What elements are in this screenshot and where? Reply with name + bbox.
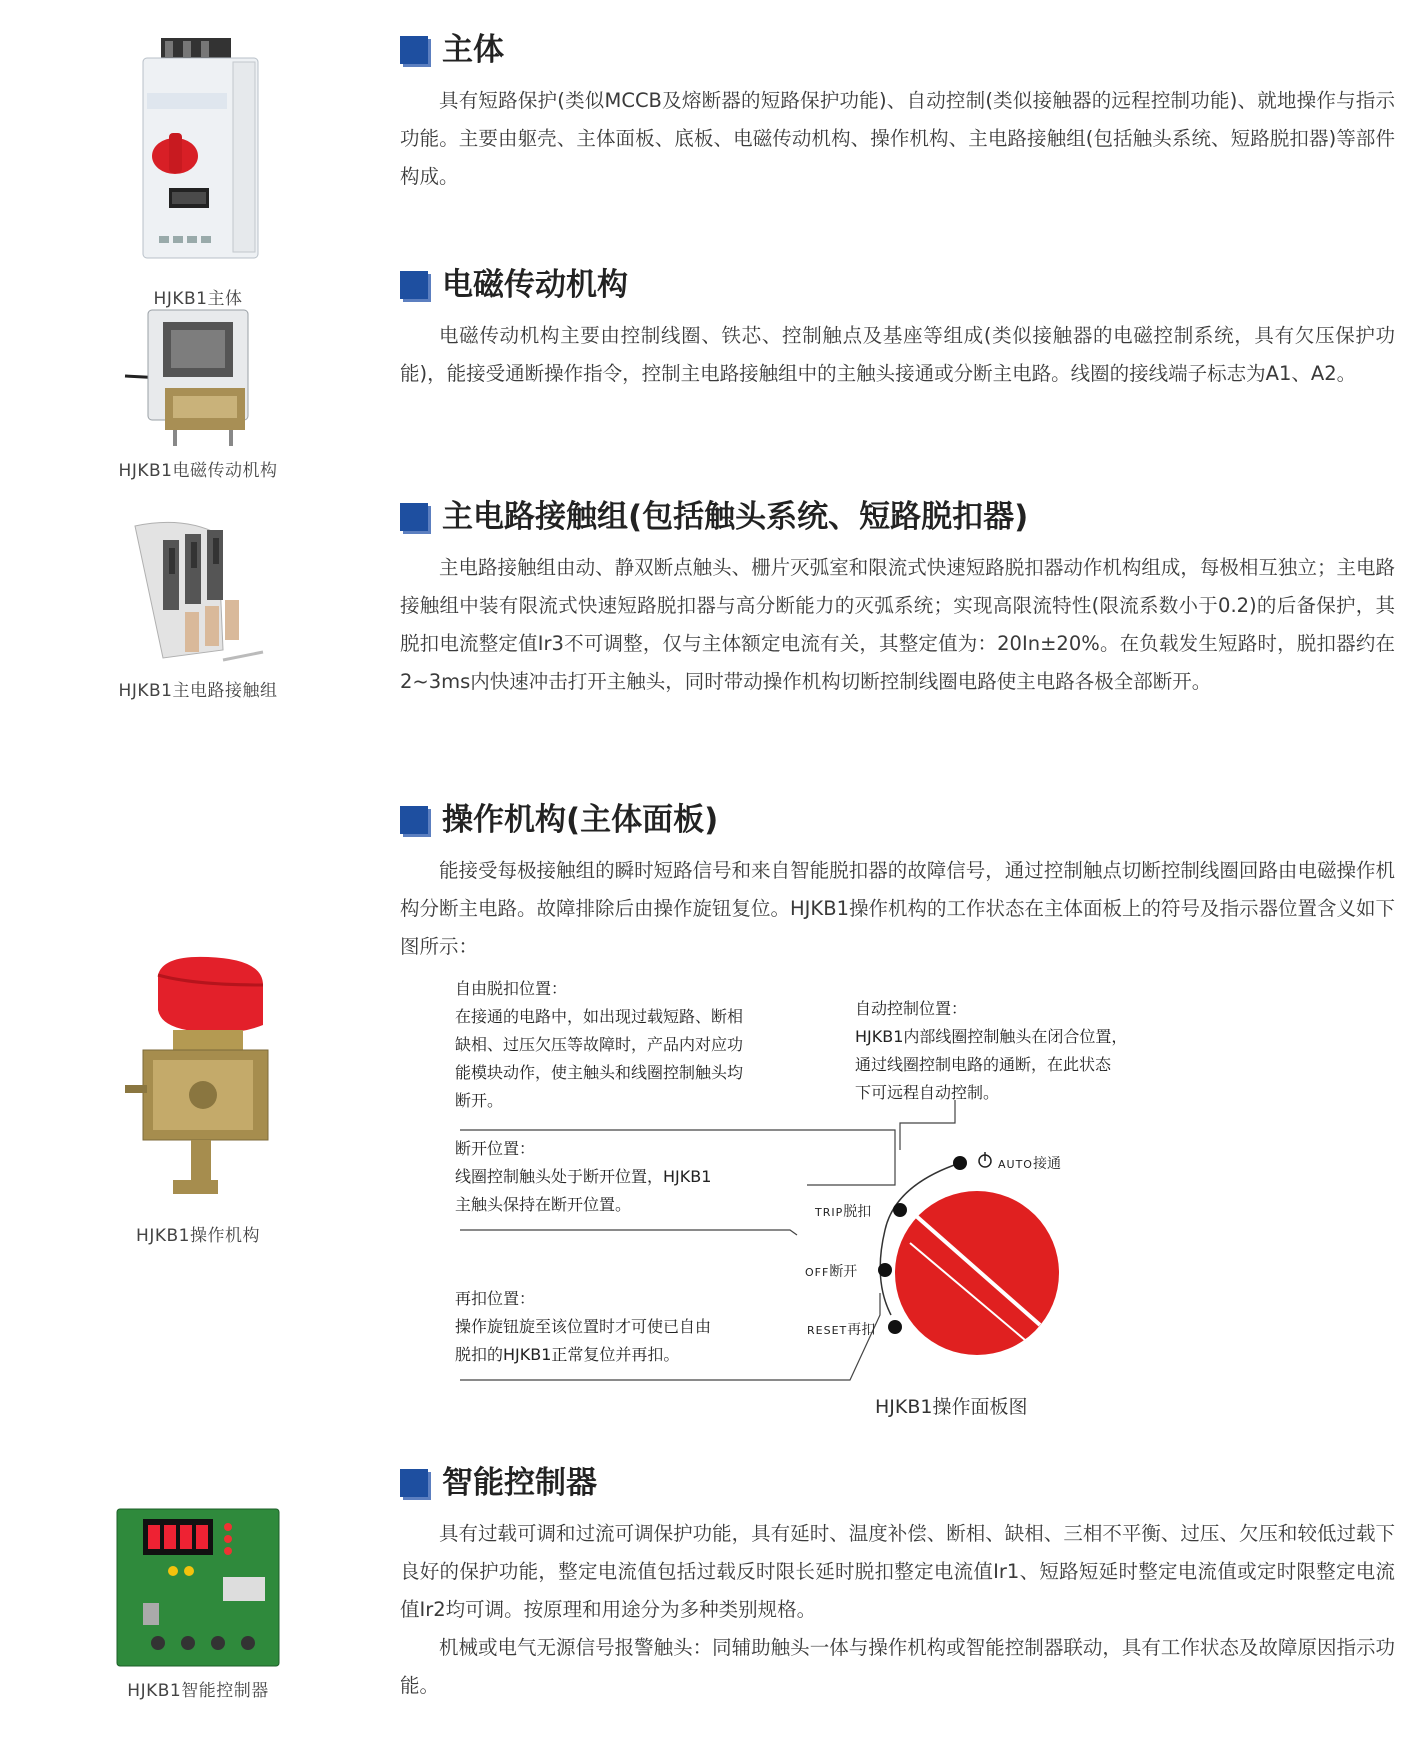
reset-description: 再扣位置： 操作旋钮旋至该位置时才可使已自由 脱扣的HJKB1正常复位并再扣。 <box>455 1289 712 1364</box>
controller-illustration <box>113 1505 283 1670</box>
section-heading: 智能控制器 <box>400 1463 1395 1503</box>
section-paragraph: 能接受每极接触组的瞬时短路信号和来自智能脱扣器的故障信号，通过控制触点切断控制线圈回路由电磁操作机构分断主电路。故障排除后由操作旋钮复位。HJKB1操作机构的工作状态在主体面板上的符号及指示器位置含义如下图所示： <box>400 859 1395 958</box>
section-heading: 电磁传动机构 <box>400 265 1395 305</box>
product-image-electromagnetic <box>78 300 318 481</box>
section-heading: 主电路接触组(包括触头系统、短路脱扣器) <box>400 497 1395 537</box>
auto-dot-icon <box>953 1156 967 1170</box>
caption-operating-mechanism: HJKB1操作机构 <box>136 1226 260 1246</box>
trip-position-label: TRIP脱扣 <box>815 1204 872 1220</box>
section-main-contact <box>400 497 1395 701</box>
heading-square-icon <box>400 36 428 64</box>
main-body-illustration <box>133 38 263 278</box>
operating-mechanism-illustration <box>113 955 283 1215</box>
electromagnetic-illustration <box>123 300 273 450</box>
auto-control-description: 自动控制位置： HJKB1内部线圈控制触头在闭合位置， 通过线圈控制电路的通断，在此状态 下可远程自动控制。 <box>855 999 1128 1102</box>
section-paragraph: 主电路接触组由动、静双断点触头、栅片灭弧室和限流式快速短路脱扣器动作机构组成，每极相互独立；主电路接触组中装有限流式快速短路脱扣器与高分断能力的灭弧系统；实现高限流特性(限流系数小于0.2)的后备保护，其脱扣电流整定值Ir3不可调整，仅与主体额定电流有关，其整定值为：20In±20%。在负载发生短路时，脱扣器约在2~3ms内快速冲击打开主触头，同时带动操作机构切断控制线圈电路使主电路各极全部断开。 <box>400 556 1395 693</box>
section-operating-mechanism <box>400 800 1395 966</box>
heading-square-icon <box>400 271 428 299</box>
off-description: 断开位置： 线圈控制触头处于断开位置，HJKB1 主触头保持在断开位置。 <box>455 1139 712 1214</box>
caption-main-contact: HJKB1主电路接触组 <box>118 681 278 701</box>
section-main-body <box>400 30 1395 196</box>
caption-electromagnetic: HJKB1电磁传动机构 <box>118 461 278 481</box>
knob-icon <box>895 1191 1059 1355</box>
heading-square-icon <box>400 806 428 834</box>
off-position-label: OFF断开 <box>805 1264 858 1280</box>
section-controller <box>400 1463 1395 1705</box>
product-image-operating-mechanism <box>78 955 318 1246</box>
diagram-caption: HJKB1操作面板图 <box>875 1396 1028 1418</box>
trip-dot-icon <box>893 1203 907 1217</box>
product-image-main-body <box>78 38 318 309</box>
off-dot-icon <box>878 1263 892 1277</box>
section-heading: 主体 <box>400 30 1395 70</box>
section-paragraph: 具有过载可调和过流可调保护功能，具有延时、温度补偿、断相、缺相、三相不平衡、过压、欠压和较低过载下良好的保护功能，整定电流值包括过载反时限长延时脱扣整定电流值Ir1、短路短延时整定电流值或定时限整定电流值Ir2均可调。按原理和用途分为多种类别规格。 <box>400 1522 1395 1621</box>
section-paragraph: 具有短路保护(类似MCCB及熔断器的短路保护功能)、自动控制(类似接触器的远程控制功能)、就地操作与指示功能。主要由躯壳、主体面板、底板、电磁传动机构、操作机构、主电路接触组(包括触头系统、短路脱扣器)等部件构成。 <box>400 89 1395 188</box>
heading-square-icon <box>400 503 428 531</box>
reset-position-label: RESET再扣 <box>807 1322 876 1338</box>
auto-position-label: AUTO接通 <box>998 1156 1061 1172</box>
product-image-controller <box>78 1505 318 1701</box>
reset-dot-icon <box>888 1320 902 1334</box>
operating-panel-diagram <box>455 975 1128 1430</box>
product-image-main-contact <box>78 520 318 701</box>
section-heading: 操作机构(主体面板) <box>400 800 1395 840</box>
main-contact-illustration <box>123 520 273 670</box>
caption-main-body: HJKB1主体 <box>153 289 243 309</box>
free-trip-description: 自由脱扣位置： 在接通的电路中，如出现过载短路、断相 缺相、过压欠压等故障时，产品内对应功 能模块动作，使主触头和线圈控制触头均 断开。 <box>455 979 744 1110</box>
caption-controller: HJKB1智能控制器 <box>127 1681 269 1701</box>
section-paragraph: 机械或电气无源信号报警触头：同辅助触头一体与操作机构或智能控制器联动，具有工作状态及故障原因指示功能。 <box>400 1636 1395 1697</box>
section-paragraph: 电磁传动机构主要由控制线圈、铁芯、控制触点及基座等组成(类似接触器的电磁控制系统，具有欠压保护功能)，能接受通断操作指令，控制主电路接触组中的主触头接通或分断主电路。线圈的接线端子标志为A1、A2。 <box>400 324 1395 385</box>
section-electromagnetic <box>400 265 1395 393</box>
heading-square-icon <box>400 1469 428 1497</box>
